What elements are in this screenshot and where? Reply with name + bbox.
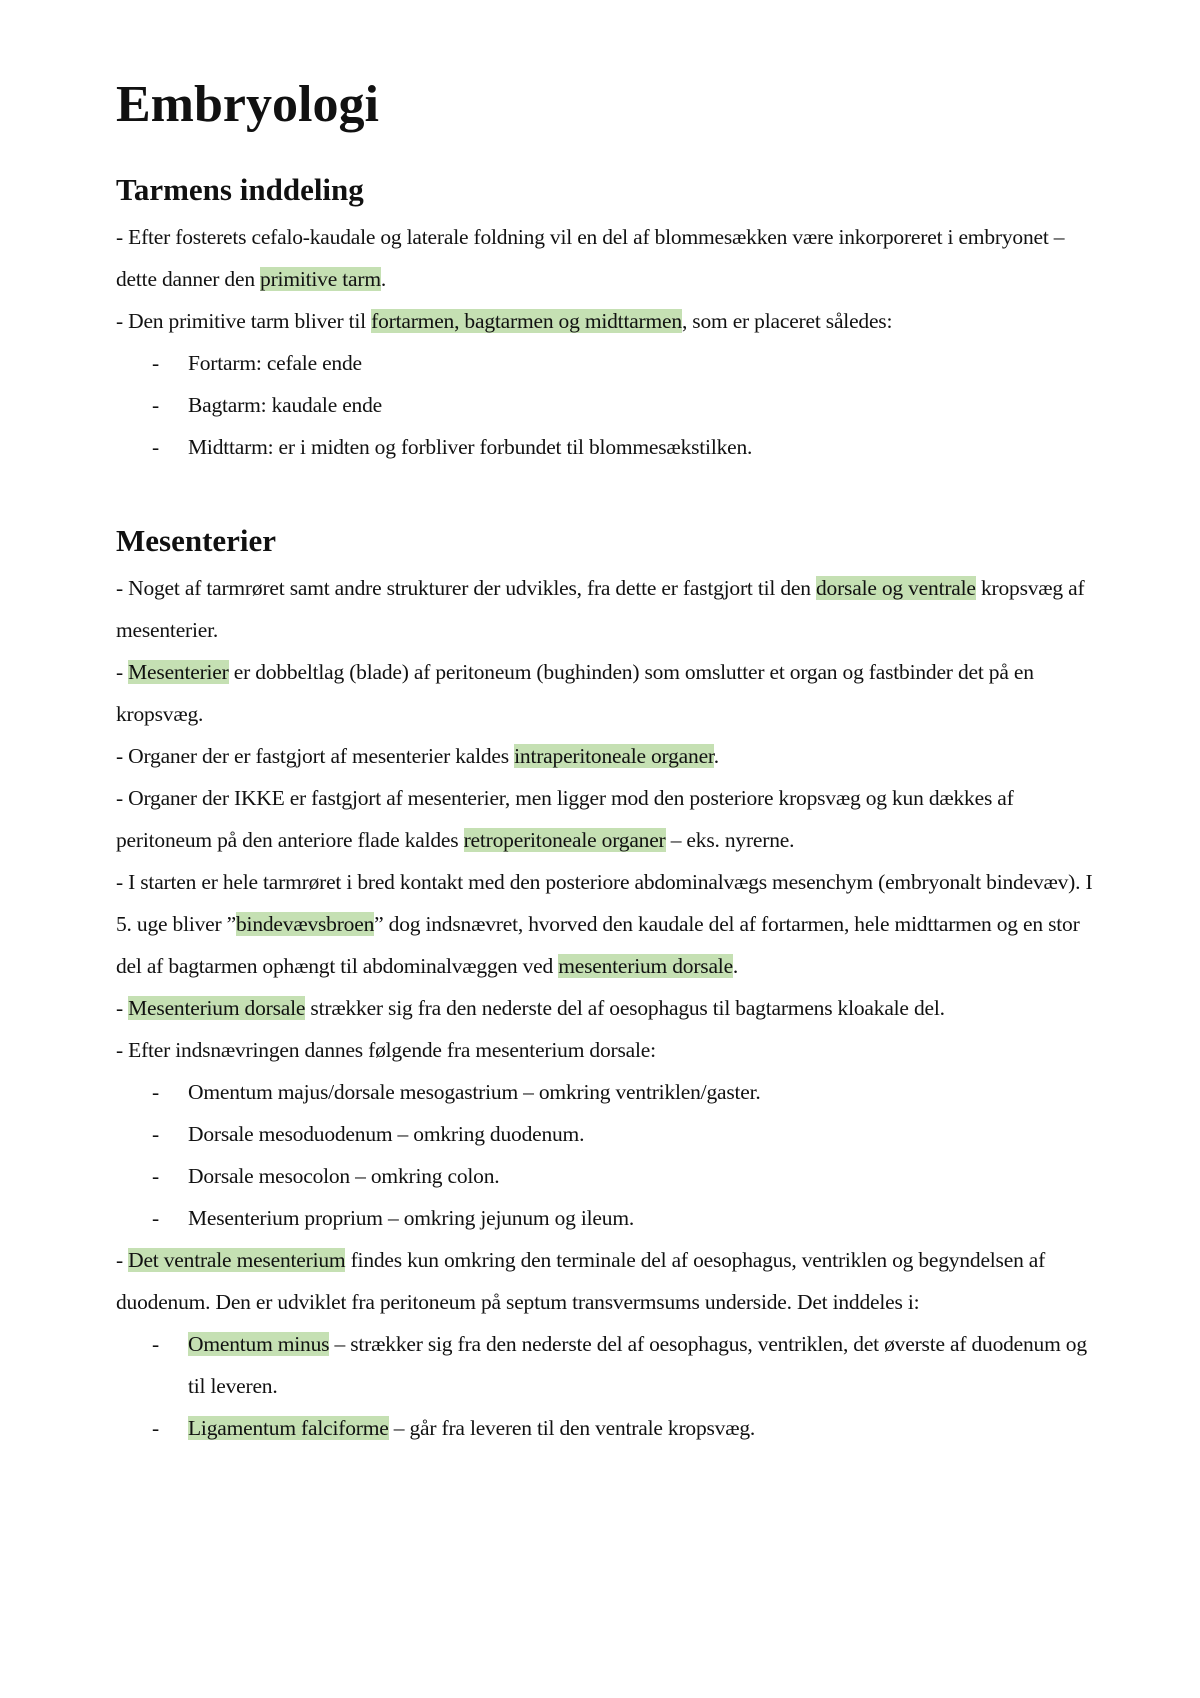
highlighted-term: Det ventrale mesenterium — [128, 1248, 346, 1272]
list-item — [116, 1071, 1096, 1113]
paragraph — [116, 651, 1096, 735]
bullet-dash: - — [152, 393, 159, 417]
list-item-text: Dorsale mesocolon – omkring colon. — [188, 1164, 500, 1188]
section-body — [116, 567, 1096, 1449]
highlighted-term: intraperitoneale organer — [514, 744, 714, 768]
list-item-text: Midttarm: er i midten og forbliver forbundet til blommesækstilken. — [188, 435, 753, 459]
highlighted-term: primitive tarm — [260, 267, 381, 291]
bullet-dash: - — [152, 1206, 159, 1230]
highlighted-term: dorsale og ventrale — [816, 576, 976, 600]
highlighted-term: fortarmen, bagtarmen og midttarmen — [371, 309, 682, 333]
list-item-text: Mesenterium proprium – omkring jejunum og ileum. — [188, 1206, 635, 1230]
list-item — [116, 1323, 1096, 1407]
text-run: - Organer der er fastgjort af mesenterier kaldes — [116, 744, 515, 768]
list-item — [116, 384, 1096, 426]
paragraph — [116, 777, 1096, 861]
text-run: - Noget af tarmrøret samt andre strukturer der udvikles, fra dette er fastgjort til den — [116, 576, 816, 600]
highlighted-term: Mesenterier — [128, 660, 229, 684]
text-run: er dobbeltlag (blade) af peritoneum (bughinden) som omslutter et organ og fastbinder det på en kropsvæg. — [116, 660, 1034, 726]
list-item — [116, 1155, 1096, 1197]
text-run: - — [116, 996, 129, 1020]
text-run: . — [713, 744, 719, 768]
page-title: Embryologi — [116, 76, 379, 133]
text-run: findes kun omkring den terminale del af oesophagus, ventriklen og begyndelsen af duodenum. Den er udviklet fra peritoneum på septum transvermsums underside. Det inddeles i: — [116, 1248, 1046, 1314]
bullet-list — [116, 1323, 1096, 1449]
paragraph — [116, 861, 1096, 987]
list-item-text: Omentum majus/dorsale mesogastrium – omkring ventriklen/gaster. — [188, 1080, 761, 1104]
section-heading: Mesenterier — [116, 523, 277, 558]
paragraph — [116, 987, 1096, 1029]
highlighted-term: Ligamentum falciforme — [188, 1416, 389, 1440]
bullet-dash: - — [152, 1080, 159, 1104]
list-item-text: – strækker sig fra den nederste del af oesophagus, ventriklen, det øverste af duodenum og til leveren. — [188, 1332, 1087, 1398]
highlighted-term: retroperitoneale organer — [463, 828, 666, 852]
list-item-text: Bagtarm: kaudale ende — [188, 393, 382, 417]
list-item-text: Fortarm: cefale ende — [188, 351, 362, 375]
text-run: - — [116, 660, 129, 684]
list-item — [116, 342, 1096, 384]
text-run: kropsvæg af mesenterier. — [116, 576, 1085, 642]
section-heading: Tarmens inddeling — [116, 172, 364, 207]
section-tarmens-inddeling — [116, 168, 1096, 468]
bullet-dash: - — [152, 351, 159, 375]
section-mesenterier — [116, 519, 1096, 1449]
bullet-dash: - — [152, 1122, 159, 1146]
list-item — [116, 1407, 1096, 1449]
bullet-dash: - — [152, 1332, 159, 1356]
list-item — [116, 1113, 1096, 1155]
text-run: . — [732, 954, 739, 978]
text-run: ” dog indsnævret, hvorved den kaudale del af fortarmen, hele midttarmen og en stor del af bagtarmen ophængt til abdominalvæggen ved — [116, 912, 1080, 978]
paragraph — [116, 1239, 1096, 1323]
bullet-list — [116, 1071, 1096, 1239]
paragraph — [116, 567, 1096, 651]
text-run: - — [116, 1248, 129, 1272]
bullet-dash: - — [152, 1416, 159, 1440]
text-run: - Organer der IKKE er fastgjort af mesenterier, men ligger mod den posteriore kropsvæg og kun dækkes af peritoneum på den anteriore flade kaldes — [116, 786, 1014, 852]
text-run: , som er placeret således: — [681, 309, 893, 333]
paragraph — [116, 735, 1096, 777]
section-body — [116, 216, 1096, 468]
text-run: - Efter fosterets cefalo-kaudale og laterale foldning vil en del af blommesækken være inkorporeret i embryonet – dette danner den — [116, 225, 1065, 291]
list-item-text: – går fra leveren til den ventrale kropsvæg. — [388, 1416, 756, 1440]
text-run: – eks. nyrerne. — [665, 828, 795, 852]
highlighted-term: bindevævsbroen — [236, 912, 375, 936]
list-item — [116, 1197, 1096, 1239]
list-item — [116, 426, 1096, 468]
paragraph: - Efter indsnævringen dannes følgende fra mesenterium dorsale: — [116, 1038, 656, 1062]
bullet-list — [116, 342, 1096, 468]
highlighted-term: mesenterium dorsale — [558, 954, 733, 978]
bullet-dash: - — [152, 435, 159, 459]
bullet-dash: - — [152, 1164, 159, 1188]
text-run: - Den primitive tarm bliver til — [116, 309, 372, 333]
paragraph — [116, 216, 1096, 300]
text-run: - I starten er hele tarmrøret i bred kontakt med den posteriore abdominalvægs mesenchym (embryonalt bindevæv). I 5. uge bliver ” — [116, 870, 1093, 936]
text-run: strækker sig fra den nederste del af oesophagus til bagtarmens kloakale del. — [305, 996, 945, 1020]
list-item-text: Dorsale mesoduodenum – omkring duodenum. — [188, 1122, 585, 1146]
highlighted-term: Mesenterium dorsale — [128, 996, 306, 1020]
highlighted-term: Omentum minus — [188, 1332, 330, 1356]
paragraph — [116, 300, 1096, 342]
text-run: . — [380, 267, 387, 291]
